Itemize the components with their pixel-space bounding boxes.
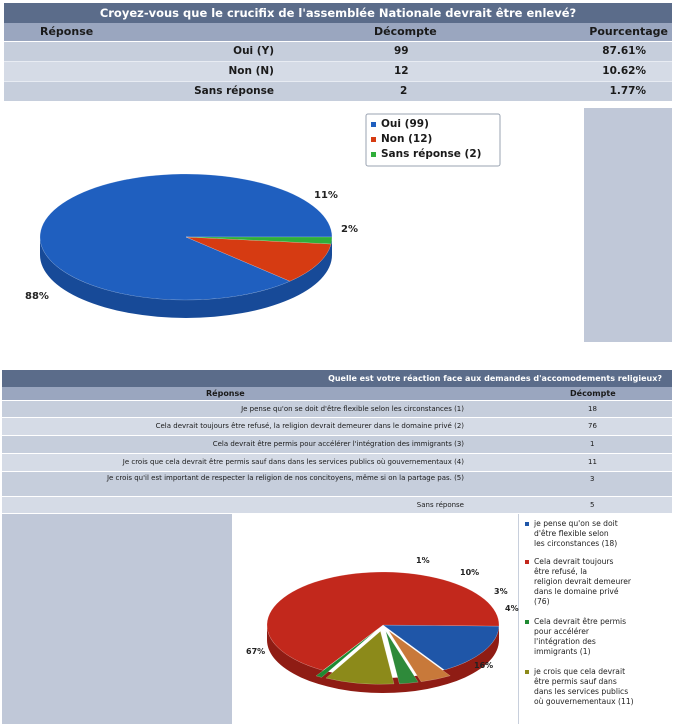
survey2-title-text: Quelle est votre réaction face aux demandes d'accomodements religieux? [328, 374, 662, 383]
header-percent: Pourcentage [589, 25, 668, 38]
legend-swatch [525, 560, 529, 564]
header-response: Réponse [206, 389, 245, 398]
legend-label: Non (12) [381, 133, 433, 145]
legend-label: Cela devrait être permis pour accélérer l'intégration des immigrants (1) [534, 617, 627, 656]
pie1-label-sans-reponse: 2% [341, 224, 358, 235]
legend-swatch [525, 670, 529, 674]
legend-item-services-publics [534, 667, 670, 707]
legend-label: je crois que cela devrait être permis sauf dans dans les services publics où gouvernementaux (11) [534, 667, 634, 706]
row-label: Cela devrait toujours être refusé, la religion devrait demeurer dans le domaine privé (2) [155, 422, 464, 430]
row-count: 5 [590, 501, 595, 509]
row-label: Sans réponse [416, 501, 464, 509]
row-count: 2 [400, 85, 408, 97]
header-count: Décompte [374, 25, 437, 38]
row-percent: 1.77% [609, 85, 646, 97]
pie1-label-oui: 88% [25, 291, 49, 302]
row-label: Sans réponse [194, 85, 274, 97]
pie2-label-3: 3% [494, 587, 508, 596]
row-label: Oui (Y) [233, 45, 274, 57]
legend-item-flexible [534, 519, 670, 549]
row-count: 3 [590, 475, 595, 483]
legend-label: Cela devrait toujours être refusé, la religion devrait demeurer dans le domaine privé (76) [534, 557, 632, 606]
pie2-label-67: 67% [246, 647, 266, 656]
row-label: Je crois que cela devrait être permis sauf dans dans les services publics où gouvernementaux (4) [122, 458, 464, 466]
pie2-label-4: 4% [505, 604, 519, 613]
row-label: Je pense qu'on se doit d'être flexible selon les circonstances (1) [241, 405, 464, 413]
legend-label: je pense qu'on se doit d'être flexible selon les circonstances (18) [534, 519, 618, 548]
legend-swatch [525, 620, 529, 624]
pie2-label-10: 10% [460, 568, 480, 577]
row-label: Non (N) [228, 65, 274, 77]
row-count: 1 [590, 440, 595, 448]
row-count: 99 [394, 45, 409, 57]
pie1-label-non: 11% [314, 190, 338, 201]
row-count: 12 [394, 65, 409, 77]
legend-swatch [525, 522, 529, 526]
row-count: 76 [588, 422, 597, 430]
row-label: Je crois qu'il est important de respecter la religion de nos concitoyens, même si on la partage pas. (5) [106, 474, 464, 482]
row-percent: 87.61% [602, 45, 646, 57]
pie2-label-1: 1% [416, 556, 430, 565]
header-response: Réponse [40, 25, 94, 38]
legend-item-integration [534, 617, 670, 657]
row-percent: 10.62% [602, 65, 646, 77]
legend-label: Oui (99) [381, 118, 429, 130]
legend-item-refuse [534, 557, 670, 607]
header-count: Décompte [570, 389, 616, 398]
pie2-label-16: 16% [474, 661, 494, 670]
legend-label: Sans réponse (2) [381, 148, 482, 160]
survey1-title: Croyez-vous que le crucifix de l'assemblée Nationale devrait être enlevé? [4, 3, 672, 23]
row-count: 18 [588, 405, 597, 413]
row-count: 11 [588, 458, 597, 466]
row-label: Cela devrait être permis pour accélérer l'intégration des immigrants (3) [212, 440, 464, 448]
